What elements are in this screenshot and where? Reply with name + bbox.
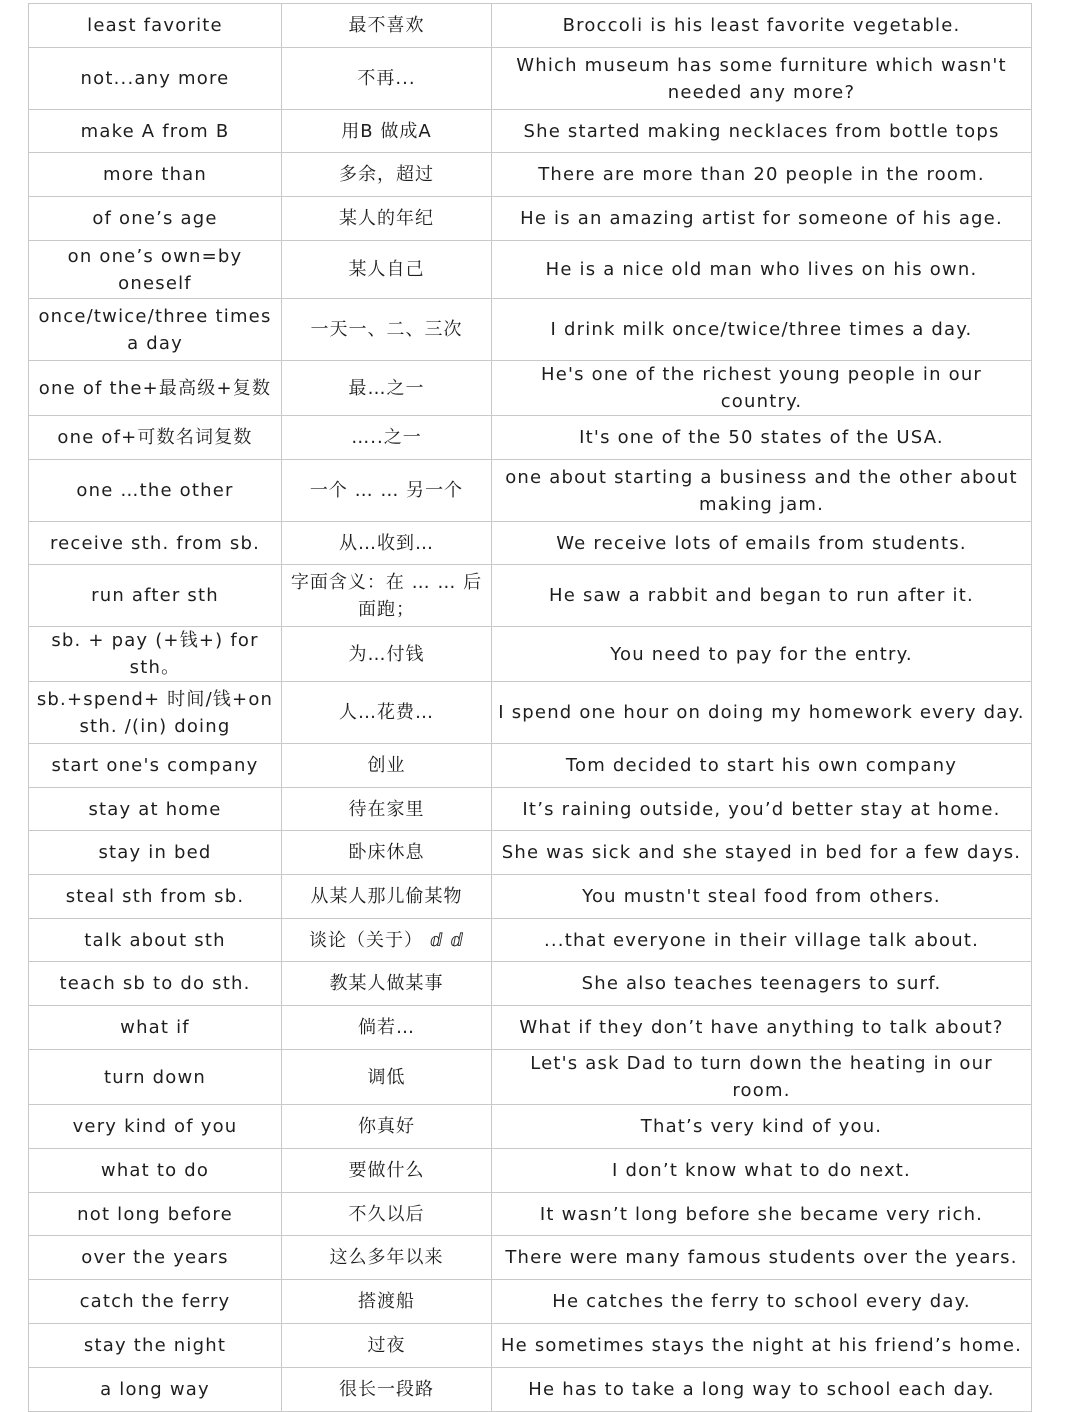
meaning-cell: 你真好 bbox=[282, 1105, 492, 1149]
example-cell: There are more than 20 people in the room. bbox=[492, 153, 1032, 197]
table-row bbox=[29, 361, 1032, 416]
table-row bbox=[29, 299, 1032, 361]
phrase-cell: least favorite bbox=[29, 4, 282, 48]
meaning-cell: 用B 做成A bbox=[282, 110, 492, 153]
table-row bbox=[29, 788, 1032, 831]
example-cell: I don’t know what to do next. bbox=[492, 1149, 1032, 1193]
example-cell: It’s raining outside, you’d better stay at home. bbox=[492, 788, 1032, 831]
meaning-cell: 最…之一 bbox=[282, 361, 492, 416]
phrase-cell: a long way bbox=[29, 1368, 282, 1412]
example-cell: Tom decided to start his own company bbox=[492, 744, 1032, 788]
phrase-cell: of one’s age bbox=[29, 197, 282, 241]
meaning-cell: 不久以后 bbox=[282, 1193, 492, 1236]
phrase-cell: steal sth from sb. bbox=[29, 875, 282, 919]
meaning-cell: 搭渡船 bbox=[282, 1280, 492, 1324]
phrase-cell: sb. + pay (+钱+) for sth。 bbox=[29, 627, 282, 682]
meaning-cell: 字面含义：在 … … 后面跑； bbox=[282, 565, 492, 627]
phrase-cell: run after sth bbox=[29, 565, 282, 627]
table-row bbox=[29, 1368, 1032, 1412]
phrase-cell: make A from B bbox=[29, 110, 282, 153]
table-row bbox=[29, 416, 1032, 460]
table-row bbox=[29, 744, 1032, 788]
example-cell: Which museum has some furniture which wasn't needed any more? bbox=[492, 48, 1032, 110]
phrase-cell: on one’s own=by oneself bbox=[29, 241, 282, 299]
table-row bbox=[29, 1324, 1032, 1368]
meaning-cell: 人…花费… bbox=[282, 682, 492, 744]
example-cell: She started making necklaces from bottle tops bbox=[492, 110, 1032, 153]
example-cell: He is a nice old man who lives on his own. bbox=[492, 241, 1032, 299]
phrase-cell: what if bbox=[29, 1006, 282, 1050]
phrase-cell: start one's company bbox=[29, 744, 282, 788]
phrase-table bbox=[28, 3, 1032, 1412]
example-cell: It's one of the 50 states of the USA. bbox=[492, 416, 1032, 460]
example-cell: I drink milk once/twice/three times a day. bbox=[492, 299, 1032, 361]
meaning-cell: …..之一 bbox=[282, 416, 492, 460]
table-row bbox=[29, 1105, 1032, 1149]
example-cell: ...that everyone in their village talk about. bbox=[492, 919, 1032, 962]
phrase-table-body bbox=[29, 4, 1032, 1412]
phrase-cell: once/twice/three times a day bbox=[29, 299, 282, 361]
phrase-cell: one …the other bbox=[29, 460, 282, 522]
phrase-cell: catch the ferry bbox=[29, 1280, 282, 1324]
meaning-cell: 倘若… bbox=[282, 1006, 492, 1050]
meaning-cell: 要做什么 bbox=[282, 1149, 492, 1193]
phrase-cell: sb.+spend+ 时间/钱+on sth. /(in) doing bbox=[29, 682, 282, 744]
meaning-cell: 很长一段路 bbox=[282, 1368, 492, 1412]
meaning-cell: 调低 bbox=[282, 1050, 492, 1105]
table-row bbox=[29, 1149, 1032, 1193]
example-cell: He saw a rabbit and began to run after it. bbox=[492, 565, 1032, 627]
example-cell: Let's ask Dad to turn down the heating in our room. bbox=[492, 1050, 1032, 1105]
meaning-cell: 待在家里 bbox=[282, 788, 492, 831]
meaning-cell: 某人自己 bbox=[282, 241, 492, 299]
phrase-cell: talk about sth bbox=[29, 919, 282, 962]
table-row bbox=[29, 1006, 1032, 1050]
table-row bbox=[29, 110, 1032, 153]
example-cell: There were many famous students over the years. bbox=[492, 1236, 1032, 1280]
meaning-cell: 卧床休息 bbox=[282, 831, 492, 875]
table-row bbox=[29, 962, 1032, 1006]
table-row bbox=[29, 1050, 1032, 1105]
table-row bbox=[29, 1193, 1032, 1236]
phrase-cell: over the years bbox=[29, 1236, 282, 1280]
example-cell: He catches the ferry to school every day. bbox=[492, 1280, 1032, 1324]
table-row bbox=[29, 460, 1032, 522]
table-row bbox=[29, 627, 1032, 682]
table-row bbox=[29, 522, 1032, 565]
example-cell: I spend one hour on doing my homework every day. bbox=[492, 682, 1032, 744]
phrase-cell: receive sth. from sb. bbox=[29, 522, 282, 565]
example-cell: He is an amazing artist for someone of his age. bbox=[492, 197, 1032, 241]
meaning-cell: 谈论（关于） ⅆ ⅆ bbox=[282, 919, 492, 962]
example-cell: He has to take a long way to school each day. bbox=[492, 1368, 1032, 1412]
example-cell: What if they don’t have anything to talk about? bbox=[492, 1006, 1032, 1050]
table-row bbox=[29, 1280, 1032, 1324]
example-cell: That’s very kind of you. bbox=[492, 1105, 1032, 1149]
phrase-cell: what to do bbox=[29, 1149, 282, 1193]
meaning-cell: 从…收到… bbox=[282, 522, 492, 565]
phrase-cell: one of the+最高级+复数 bbox=[29, 361, 282, 416]
meaning-cell: 过夜 bbox=[282, 1324, 492, 1368]
table-row bbox=[29, 875, 1032, 919]
meaning-cell: 一个 … … 另一个 bbox=[282, 460, 492, 522]
table-row bbox=[29, 241, 1032, 299]
example-cell: one about starting a business and the other about making jam. bbox=[492, 460, 1032, 522]
meaning-cell: 不再... bbox=[282, 48, 492, 110]
table-row bbox=[29, 682, 1032, 744]
meaning-cell: 创业 bbox=[282, 744, 492, 788]
table-row bbox=[29, 831, 1032, 875]
meaning-cell: 教某人做某事 bbox=[282, 962, 492, 1006]
table-row bbox=[29, 1236, 1032, 1280]
example-cell: You mustn't steal food from others. bbox=[492, 875, 1032, 919]
phrase-cell: more than bbox=[29, 153, 282, 197]
table-row bbox=[29, 48, 1032, 110]
table-row bbox=[29, 919, 1032, 962]
table-row bbox=[29, 565, 1032, 627]
table-row bbox=[29, 4, 1032, 48]
example-cell: You need to pay for the entry. bbox=[492, 627, 1032, 682]
example-cell: He's one of the richest young people in our country. bbox=[492, 361, 1032, 416]
phrase-cell: teach sb to do sth. bbox=[29, 962, 282, 1006]
phrase-cell: not long before bbox=[29, 1193, 282, 1236]
meaning-cell: 多余，超过 bbox=[282, 153, 492, 197]
phrase-cell: one of+可数名词复数 bbox=[29, 416, 282, 460]
phrase-cell: turn down bbox=[29, 1050, 282, 1105]
phrase-cell: stay at home bbox=[29, 788, 282, 831]
phrase-cell: very kind of you bbox=[29, 1105, 282, 1149]
meaning-cell: 最不喜欢 bbox=[282, 4, 492, 48]
example-cell: We receive lots of emails from students. bbox=[492, 522, 1032, 565]
meaning-cell: 为…付钱 bbox=[282, 627, 492, 682]
example-cell: She was sick and she stayed in bed for a few days. bbox=[492, 831, 1032, 875]
meaning-cell: 一天一、二、三次 bbox=[282, 299, 492, 361]
meaning-cell: 某人的年纪 bbox=[282, 197, 492, 241]
meaning-cell: 从某人那儿偷某物 bbox=[282, 875, 492, 919]
table-row bbox=[29, 153, 1032, 197]
phrase-cell: stay in bed bbox=[29, 831, 282, 875]
example-cell: She also teaches teenagers to surf. bbox=[492, 962, 1032, 1006]
table-row bbox=[29, 197, 1032, 241]
example-cell: It wasn’t long before she became very rich. bbox=[492, 1193, 1032, 1236]
example-cell: Broccoli is his least favorite vegetable. bbox=[492, 4, 1032, 48]
meaning-cell: 这么多年以来 bbox=[282, 1236, 492, 1280]
phrase-cell: not...any more bbox=[29, 48, 282, 110]
phrase-cell: stay the night bbox=[29, 1324, 282, 1368]
example-cell: He sometimes stays the night at his friend’s home. bbox=[492, 1324, 1032, 1368]
